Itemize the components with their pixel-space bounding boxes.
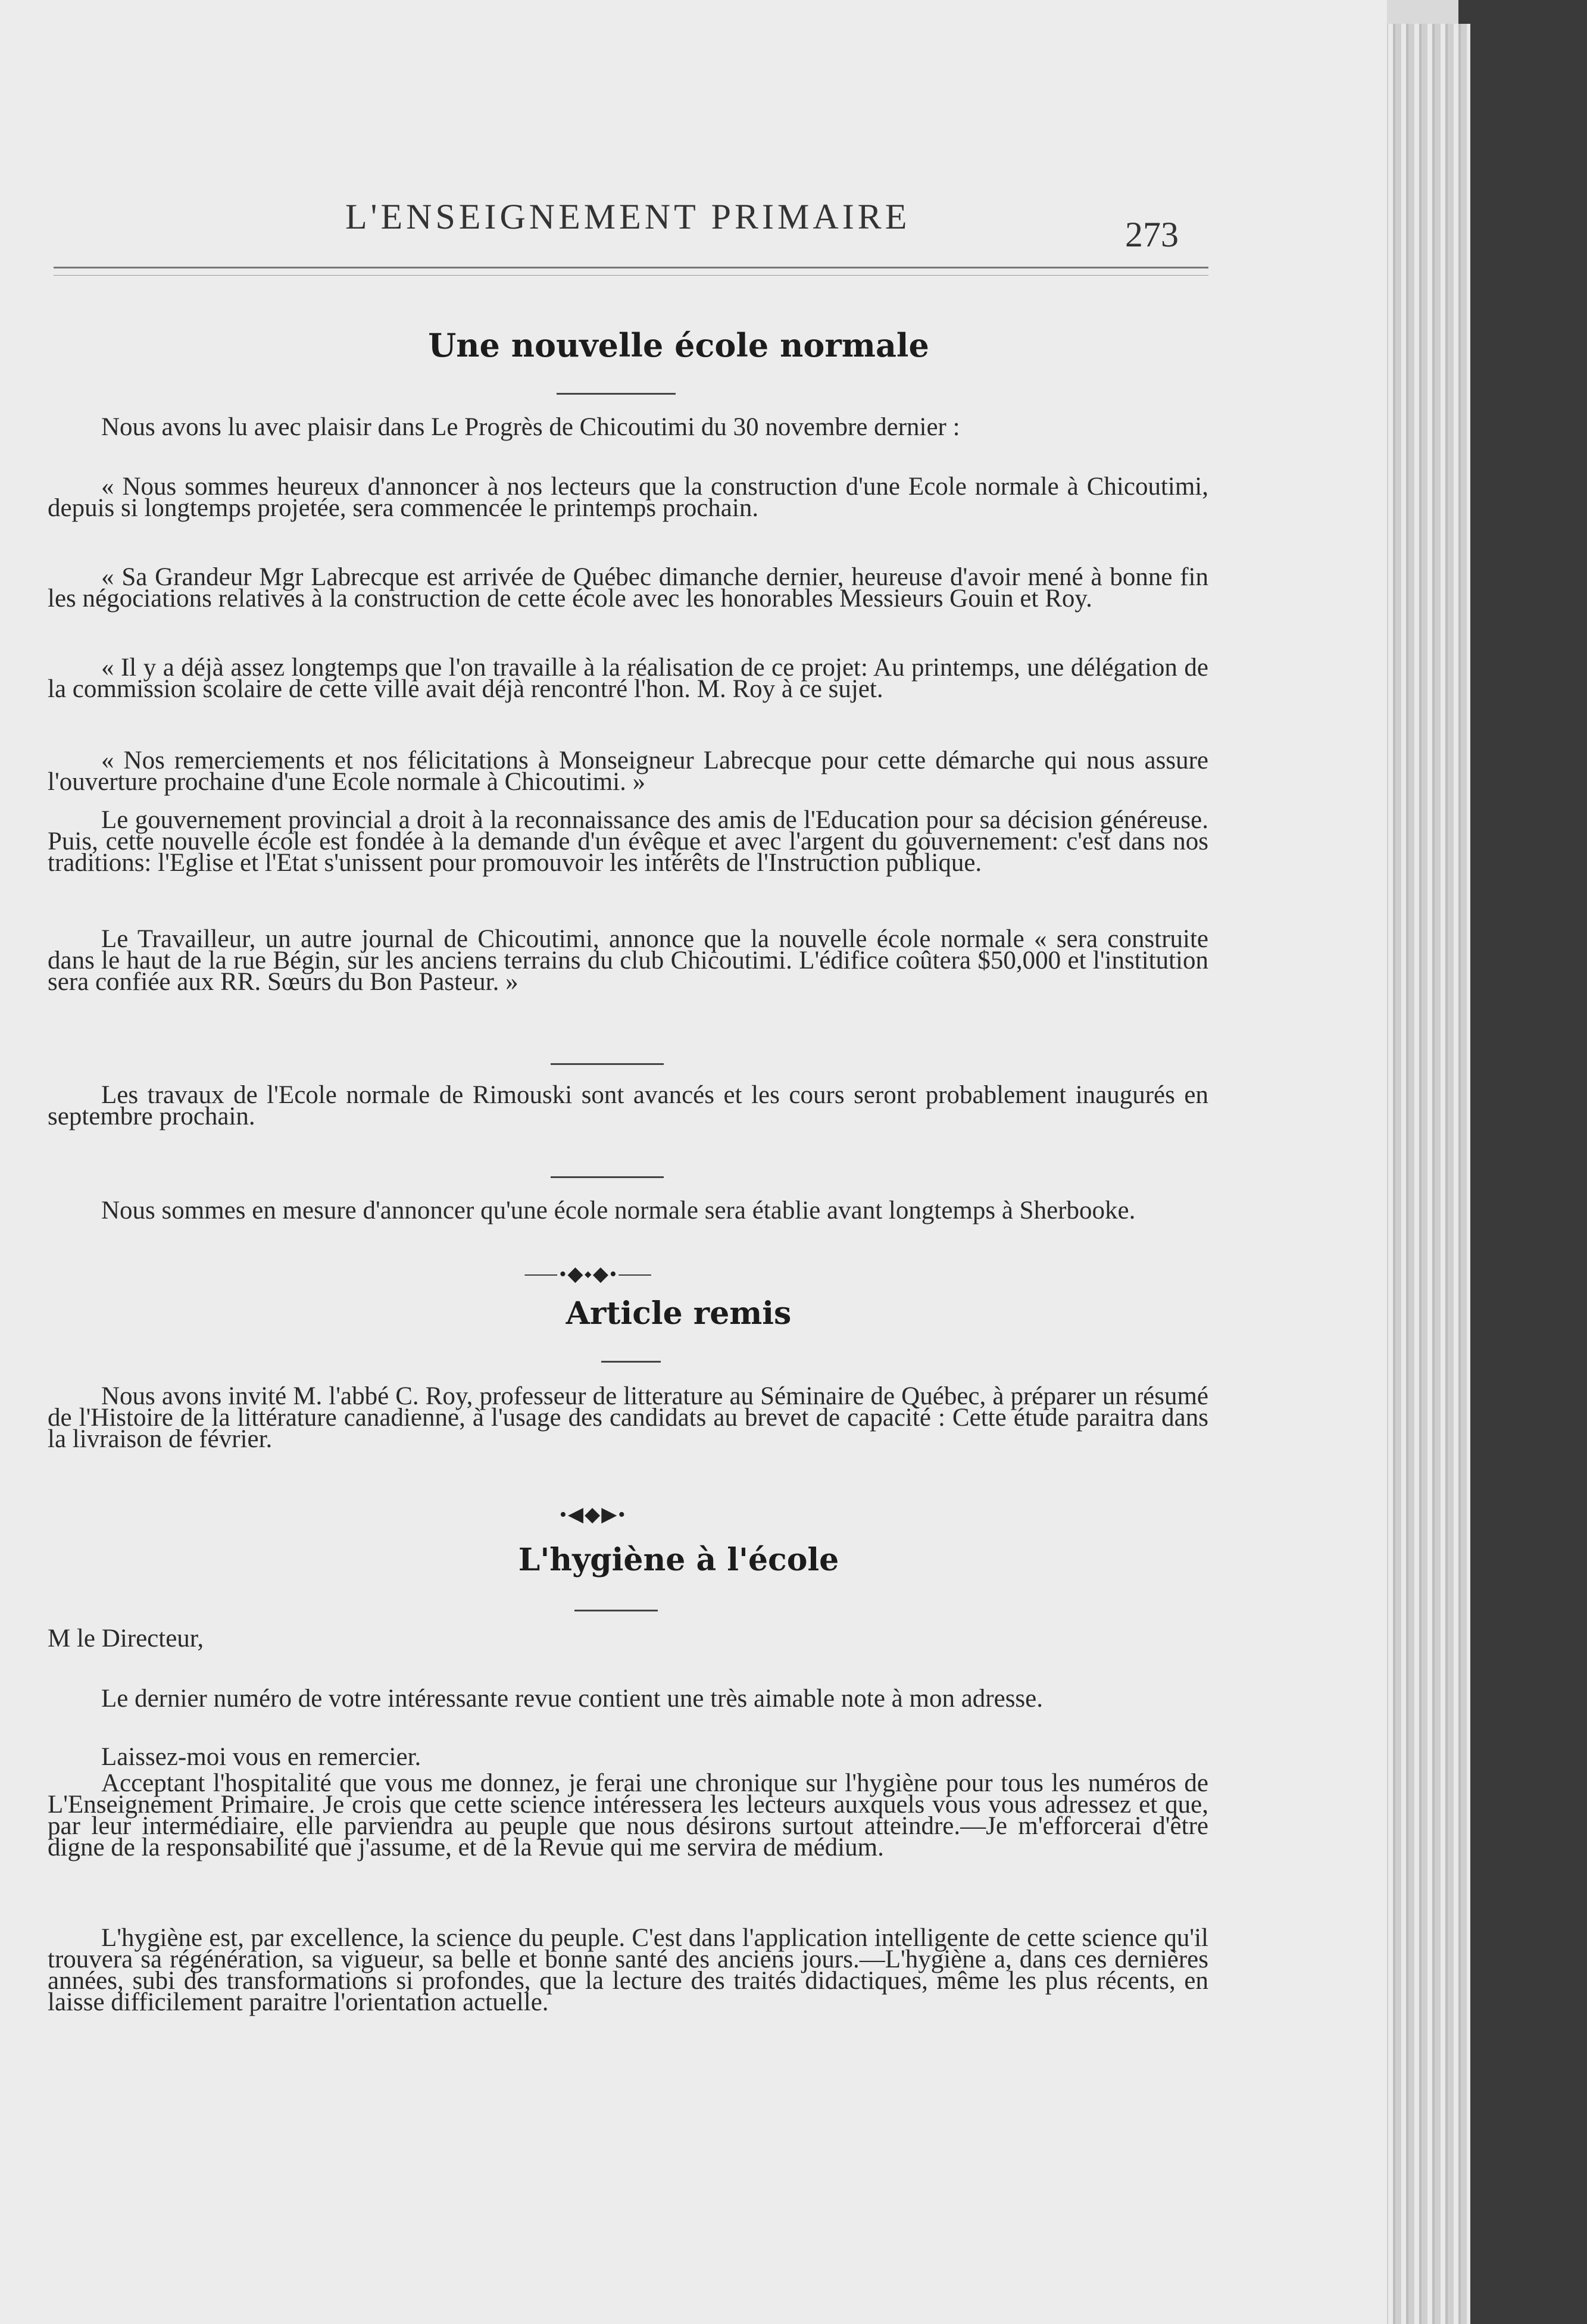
title-rule	[557, 393, 676, 395]
paragraph: L'hygiène est, par excellence, la science du peuple. C'est dans l'application intelligente de cette science qu'il trouvera sa régénération, sa vigueur, sa belle et bonne santé des anciens jours.—L'hygiène a, dans ces dernières années, subi des transformations si profondes, que la lecture des traités didactiques, même les plus récents, en laisse difficilement paraitre l'orientation actuelle.	[48, 1924, 1208, 2016]
scan-border-right	[1458, 0, 1587, 2324]
header-rule-thin	[54, 275, 1208, 276]
paragraph: Nous sommes en mesure d'annoncer qu'une école normale sera établie avant longtemps à Sherbooke.	[101, 1197, 1136, 1225]
title-rule	[574, 1610, 658, 1611]
section-title-hygiene: L'hygiène à l'école	[518, 1542, 839, 1578]
ornament-divider: ⸺•◆⬩◆•⸺	[524, 1263, 654, 1285]
section-title-nouvelle-ecole: Une nouvelle école normale	[428, 326, 929, 364]
section-title-article-remis: Article remis	[566, 1295, 792, 1332]
title-rule	[601, 1361, 661, 1363]
paragraph: Acceptant l'hospitalité que vous me donnez, je ferai une chronique sur l'hygiène pour tous les numéros de L'Enseignement Primaire. Je crois que cette science intéressera les lecteurs auxquels vous vous adressez et que, par leur intermédiaire, elle parviendra au peuple que nous désirons surtout atteindre.—Je m'efforcerai d'être digne de la responsabilité que j'assume, et de la Revue qui me servira de médium.	[48, 1769, 1208, 1861]
paragraph: Nous avons invité M. l'abbé C. Roy, professeur de litterature au Séminaire de Québec, à préparer un résumé de l'Histoire de la littérature canadienne, à l'usage des candidats au brevet de capacité : Cette étude paraitra dans la livraison de février.	[48, 1382, 1208, 1453]
paragraph: « Nos remerciements et nos félicitations à Monseigneur Labrecque pour cette démarche qui nous assure l'ouverture prochaine d'une Ecole normale à Chicoutimi. »	[48, 746, 1208, 796]
paragraph: Les travaux de l'Ecole normale de Rimouski sont avancés et les cours seront probablement inaugurés en septembre prochain.	[48, 1081, 1208, 1130]
page-number: 273	[1125, 215, 1179, 254]
paragraph: Le gouvernement provincial a droit à la reconnaissance des amis de l'Education pour sa décision généreuse. Puis, cette nouvelle école est fondée à la demande d'un évêque et avec l'argent du gouvernement: c'est dans nos traditions: l'Eglise et l'Etat s'unissent pour promouvoir les intérêts de l'Instruction publique.	[48, 806, 1208, 877]
separator-rule	[551, 1063, 664, 1065]
paragraph: « Il y a déjà assez longtemps que l'on travaille à la réalisation de ce projet: Au printemps, une délégation de la commission scolaire de cette ville avait déjà rencontré l'hon. M. Roy à ce sujet.	[48, 654, 1208, 703]
salutation: M le Directeur,	[48, 1625, 204, 1653]
header-rule	[54, 267, 1208, 268]
paragraph: « Sa Grandeur Mgr Labrecque est arrivée de Québec dimanche dernier, heureuse d'avoir mené à bonne fin les négociations relatives à la construction de cette école avec les honorables Messieurs Gouin et Roy.	[48, 563, 1208, 613]
ornament-divider: •◀◆▶•	[560, 1504, 627, 1526]
paragraph: Nous avons lu avec plaisir dans Le Progrès de Chicoutimi du 30 novembre dernier :	[101, 413, 960, 441]
paragraph: Le dernier numéro de votre intéressante revue contient une très aimable note à mon adresse.	[101, 1685, 1043, 1713]
running-title: L'ENSEIGNEMENT PRIMAIRE	[345, 197, 911, 236]
separator-rule	[551, 1176, 664, 1178]
paragraph: « Nous sommes heureux d'annoncer à nos lecteurs que la construction d'une Ecole normale à Chicoutimi, depuis si longtemps projetée, sera commencée le printemps prochain.	[48, 473, 1208, 522]
paragraph: Le Travailleur, un autre journal de Chicoutimi, annonce que la nouvelle école normale « sera construite dans le haut de la rue Bégin, sur les anciens terrains du club Chicoutimi. L'édifice coûtera $50,000 et l'institution sera confiée aux RR. Sœurs du Bon Pasteur. »	[48, 925, 1208, 996]
paragraph: Laissez-moi vous en remercier.	[101, 1743, 421, 1771]
